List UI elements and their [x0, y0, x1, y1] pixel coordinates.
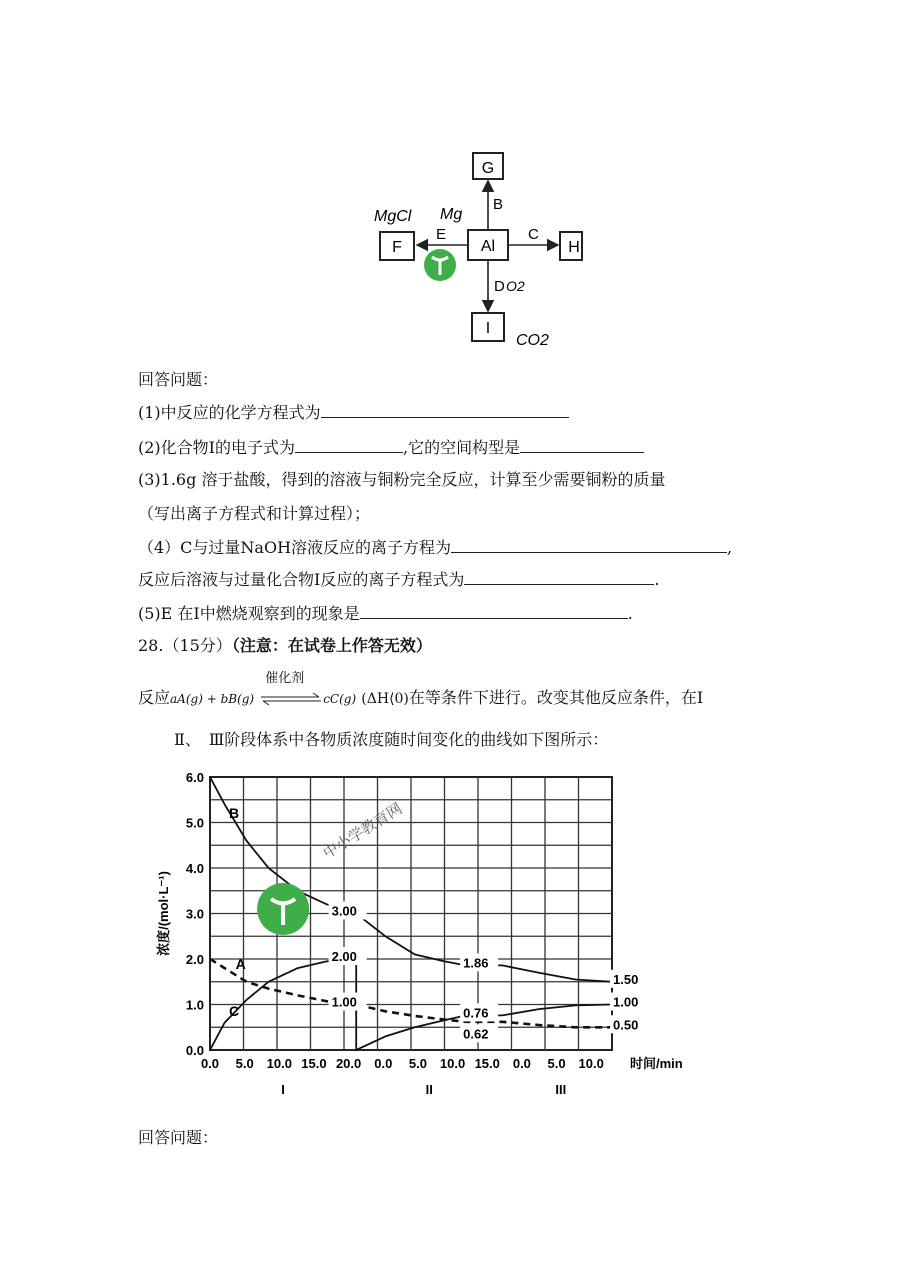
handwritten-i-note: CO2 — [516, 332, 549, 349]
box-i-label: I — [485, 320, 491, 337]
x-tick-label: 0.0 — [512, 1056, 531, 1071]
data-label: 0.62 — [463, 1026, 489, 1042]
answer-blank-2b[interactable] — [520, 438, 644, 453]
x-tick-label: 0.0 — [200, 1056, 220, 1071]
data-label: 2.00 — [331, 949, 357, 964]
arrow-e-label: E — [436, 226, 447, 243]
q27-item-4b-text: 反应后溶液与过量化合物Ⅰ反应的离子方程式为 — [138, 570, 465, 589]
equation-right: cC(g) — [323, 692, 357, 706]
q27-item-4b — [138, 570, 659, 590]
x-tick-label: 5.0 — [547, 1056, 566, 1071]
box-f-label: F — [392, 239, 402, 256]
answer-blank-1[interactable] — [321, 403, 569, 418]
answer-blank-4b[interactable] — [464, 570, 654, 585]
q28-answer-prompt: 回答问题： — [138, 1128, 219, 1147]
q27-prompt: 回答问题： — [138, 370, 219, 389]
handwritten-d-note: O2 — [506, 278, 525, 294]
concentration-time-chart — [140, 765, 700, 1100]
curve-label-c: C — [229, 1002, 240, 1019]
curve-label-a: A — [235, 956, 246, 973]
y-tick-label: 0.0 — [185, 1043, 204, 1058]
stage-label: III — [555, 1082, 567, 1097]
answer-blank-5[interactable] — [360, 604, 628, 619]
answer-blank-4a[interactable] — [451, 538, 727, 553]
data-label: 1.50 — [613, 971, 639, 987]
delta-h: (ΔH⟨0) — [361, 691, 409, 707]
catalyst-label: 催化剂 — [265, 671, 305, 686]
handwritten-f-note: MgCl — [374, 208, 412, 225]
q28-reaction-prefix: 反应 — [138, 688, 171, 707]
x-tick-label: 5.0 — [408, 1056, 427, 1071]
q27-item-4a-text: （4）C与过量NaOH溶液反应的离子方程为 — [138, 538, 452, 557]
stage-label: II — [425, 1082, 433, 1097]
watermark-logo — [424, 249, 456, 281]
q27-item-5-text: (5)E 在Ⅰ中燃烧观察到的现象是 — [138, 604, 360, 623]
q27-item-1-text: (1)中反应的化学方程式为 — [138, 403, 321, 422]
x-tick-label: 15.0 — [474, 1056, 500, 1071]
q27-item-2 — [138, 438, 644, 458]
arrow-d-label: D — [494, 278, 505, 295]
q28-note: （注意：在试卷上作答无效） — [231, 636, 432, 655]
arrow-b-label: B — [493, 196, 504, 213]
q27-item-2-text-b: ,它的空间构型是 — [403, 438, 521, 457]
curve-label-b: B — [229, 804, 240, 821]
reaction-scheme-diagram — [360, 145, 600, 360]
q27-item-3a: (3)1.6g 溶于盐酸，得到的溶液与铜粉完全反应，计算至少需要铜粉的质量 — [138, 470, 666, 489]
box-h-label: H — [568, 239, 580, 256]
y-tick-label: 5.0 — [185, 815, 204, 831]
q27-item-3b: （写出离子方程式和计算过程）； — [138, 504, 371, 523]
equation-left: aA(g) + bB(g) — [170, 692, 255, 706]
x-tick-label: 15.0 — [301, 1056, 327, 1071]
q28-heading — [138, 636, 432, 656]
x-tick-label: 10.0 — [578, 1056, 604, 1071]
stage-label: I — [281, 1082, 285, 1097]
q28-line2: Ⅱ、 Ⅲ阶段体系中各物质浓度随时间变化的曲线如下图所示： — [174, 730, 609, 749]
y-tick-label: 3.0 — [185, 906, 204, 922]
q27-item-1 — [138, 403, 569, 423]
q27-item-5-end: . — [627, 604, 633, 623]
data-label: 0.50 — [613, 1017, 639, 1033]
x-tick-label: 20.0 — [335, 1056, 362, 1071]
q28-reaction-line — [138, 671, 704, 709]
x-tick-label: 5.0 — [235, 1056, 254, 1071]
handwritten-e-note: Mg — [440, 206, 463, 223]
x-tick-label: 10.0 — [439, 1056, 466, 1071]
q27-item-4a — [138, 538, 732, 558]
x-tick-label: 10.0 — [266, 1056, 292, 1071]
y-tick-label: 2.0 — [185, 952, 204, 967]
x-axis-label: 时间/min — [630, 1056, 683, 1071]
q28-reaction-suffix: 在等条件下进行。改变其他反应条件，在Ⅰ — [408, 688, 704, 707]
equilibrium-arrow — [259, 671, 323, 709]
q27-item-5 — [138, 604, 633, 624]
y-tick-label: 4.0 — [185, 861, 204, 876]
y-tick-label: 6.0 — [185, 770, 204, 785]
q27-item-4b-end: . — [654, 570, 660, 589]
data-label: 3.00 — [331, 903, 357, 919]
x-tick-label: 0.0 — [374, 1056, 393, 1071]
y-tick-label: 1.0 — [185, 997, 204, 1013]
q27-item-2-text-a: (2)化合物Ⅰ的电子式为 — [138, 438, 295, 457]
data-label: 1.00 — [613, 994, 639, 1010]
chart-watermark-text: 中小学教育网 — [320, 800, 406, 863]
data-label: 0.76 — [463, 1005, 489, 1021]
q27-item-4a-end: , — [727, 538, 733, 557]
y-axis-label: 浓度/(mol·L⁻¹) — [156, 871, 171, 956]
data-label: 1.00 — [331, 994, 357, 1010]
data-label: 1.86 — [463, 955, 489, 971]
box-a-label: Al — [480, 238, 496, 255]
arrow-c-label: C — [528, 226, 539, 243]
box-g-label: G — [481, 160, 495, 177]
q28-number: 28.（15分） — [138, 636, 232, 655]
answer-blank-2a[interactable] — [295, 438, 403, 453]
